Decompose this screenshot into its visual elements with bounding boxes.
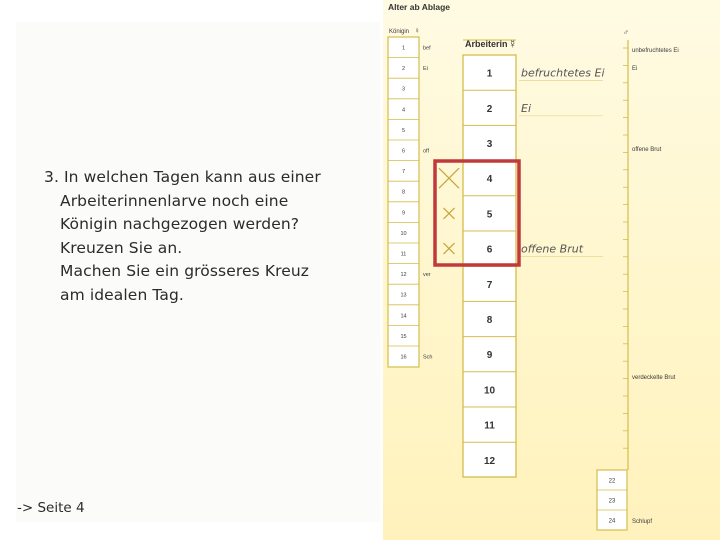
queen-day-number: 15 — [400, 333, 407, 340]
question-line: am idealen Tag. — [60, 285, 184, 304]
worker-day-number: 7 — [486, 279, 493, 291]
drone-stage-label: offene Brut — [632, 147, 662, 153]
queen-stage-label: bef — [423, 45, 431, 52]
worker-stage-label: befruchtetes Ei — [521, 66, 605, 80]
queen-column — [388, 26, 432, 367]
queen-day-number: 4 — [401, 107, 406, 114]
worker-stage-label: offene Brut — [521, 242, 584, 256]
worker-day-number: 3 — [486, 139, 493, 150]
queen-day-number: 16 — [400, 354, 407, 361]
worker-symbol-icon: ☿ — [508, 37, 517, 51]
queen-stage-label: off — [423, 148, 430, 155]
worker-day-number: 9 — [486, 350, 493, 362]
queen-stage-label: Sch — [423, 354, 433, 361]
queen-day-number: 3 — [401, 86, 406, 93]
ideal-day-cross-icon — [439, 168, 459, 188]
worker-day-number: 2 — [486, 103, 493, 115]
queen-header: Königin — [389, 29, 410, 35]
question-text — [44, 166, 374, 307]
drone-column — [597, 28, 679, 530]
drone-stage-label: verdeckelte Brut — [632, 375, 676, 381]
drone-stage-label: Ei — [632, 66, 638, 72]
queen-day-number: 14 — [400, 313, 407, 320]
page-reference-link[interactable]: -> Seite 4 — [17, 500, 85, 516]
queen-day-number: 7 — [401, 169, 406, 176]
worker-day-number: 12 — [483, 455, 496, 467]
queen-symbol-icon: ♀ — [414, 26, 420, 35]
queen-day-number: 8 — [401, 189, 406, 196]
queen-day-number: 13 — [400, 292, 407, 299]
worker-day-number: 8 — [486, 315, 493, 326]
day-cross-icon — [444, 243, 455, 254]
queen-day-number: 2 — [401, 66, 406, 73]
queen-day-number: 5 — [401, 127, 406, 134]
drone-symbol-icon: ♂ — [623, 28, 629, 37]
worker-day-number: 6 — [486, 244, 493, 256]
drone-stage-label: Schlupf — [632, 519, 653, 525]
development-timeline-svg — [383, 0, 720, 540]
question-line: Kreuzen Sie an. — [60, 238, 183, 257]
drone-day-number: 22 — [608, 478, 616, 485]
drone-day-number: 23 — [608, 498, 616, 505]
queen-day-number: 12 — [400, 272, 407, 279]
queen-day-number: 6 — [401, 148, 406, 155]
question-line: 3. In welchen Tagen kann aus einer — [44, 168, 321, 186]
queen-day-number: 11 — [400, 251, 407, 258]
queen-stage-label: ver — [423, 272, 431, 279]
worker-day-number: 10 — [483, 385, 496, 397]
question-line: Machen Sie ein grösseres Kreuz — [60, 262, 310, 280]
queen-day-number: 9 — [401, 210, 406, 217]
day-cross-icon — [444, 208, 455, 219]
worker-day-number: 4 — [486, 174, 493, 186]
queen-stage-label: Ei — [423, 66, 428, 73]
worker-stage-label: Ei — [521, 101, 532, 115]
drone-day-number: 24 — [608, 518, 616, 525]
drone-stage-label: unbefruchtetes Ei — [632, 48, 679, 54]
worker-day-number: 1 — [486, 68, 493, 80]
worker-day-number: 5 — [486, 209, 493, 221]
question-line: Arbeiterinnenlarve noch eine — [60, 191, 289, 210]
diagram-title: Alter ab Ablage — [388, 2, 451, 12]
queen-day-number: 10 — [400, 230, 407, 237]
queen-day-number: 1 — [401, 45, 406, 52]
worker-day-number: 11 — [484, 420, 495, 432]
question-line: Königin nachgezogen werden? — [60, 215, 300, 233]
worker-header: Arbeiterin — [465, 39, 508, 49]
worker-column — [463, 37, 605, 477]
answer-crosses — [439, 168, 459, 254]
bee-development-diagram — [383, 0, 720, 540]
